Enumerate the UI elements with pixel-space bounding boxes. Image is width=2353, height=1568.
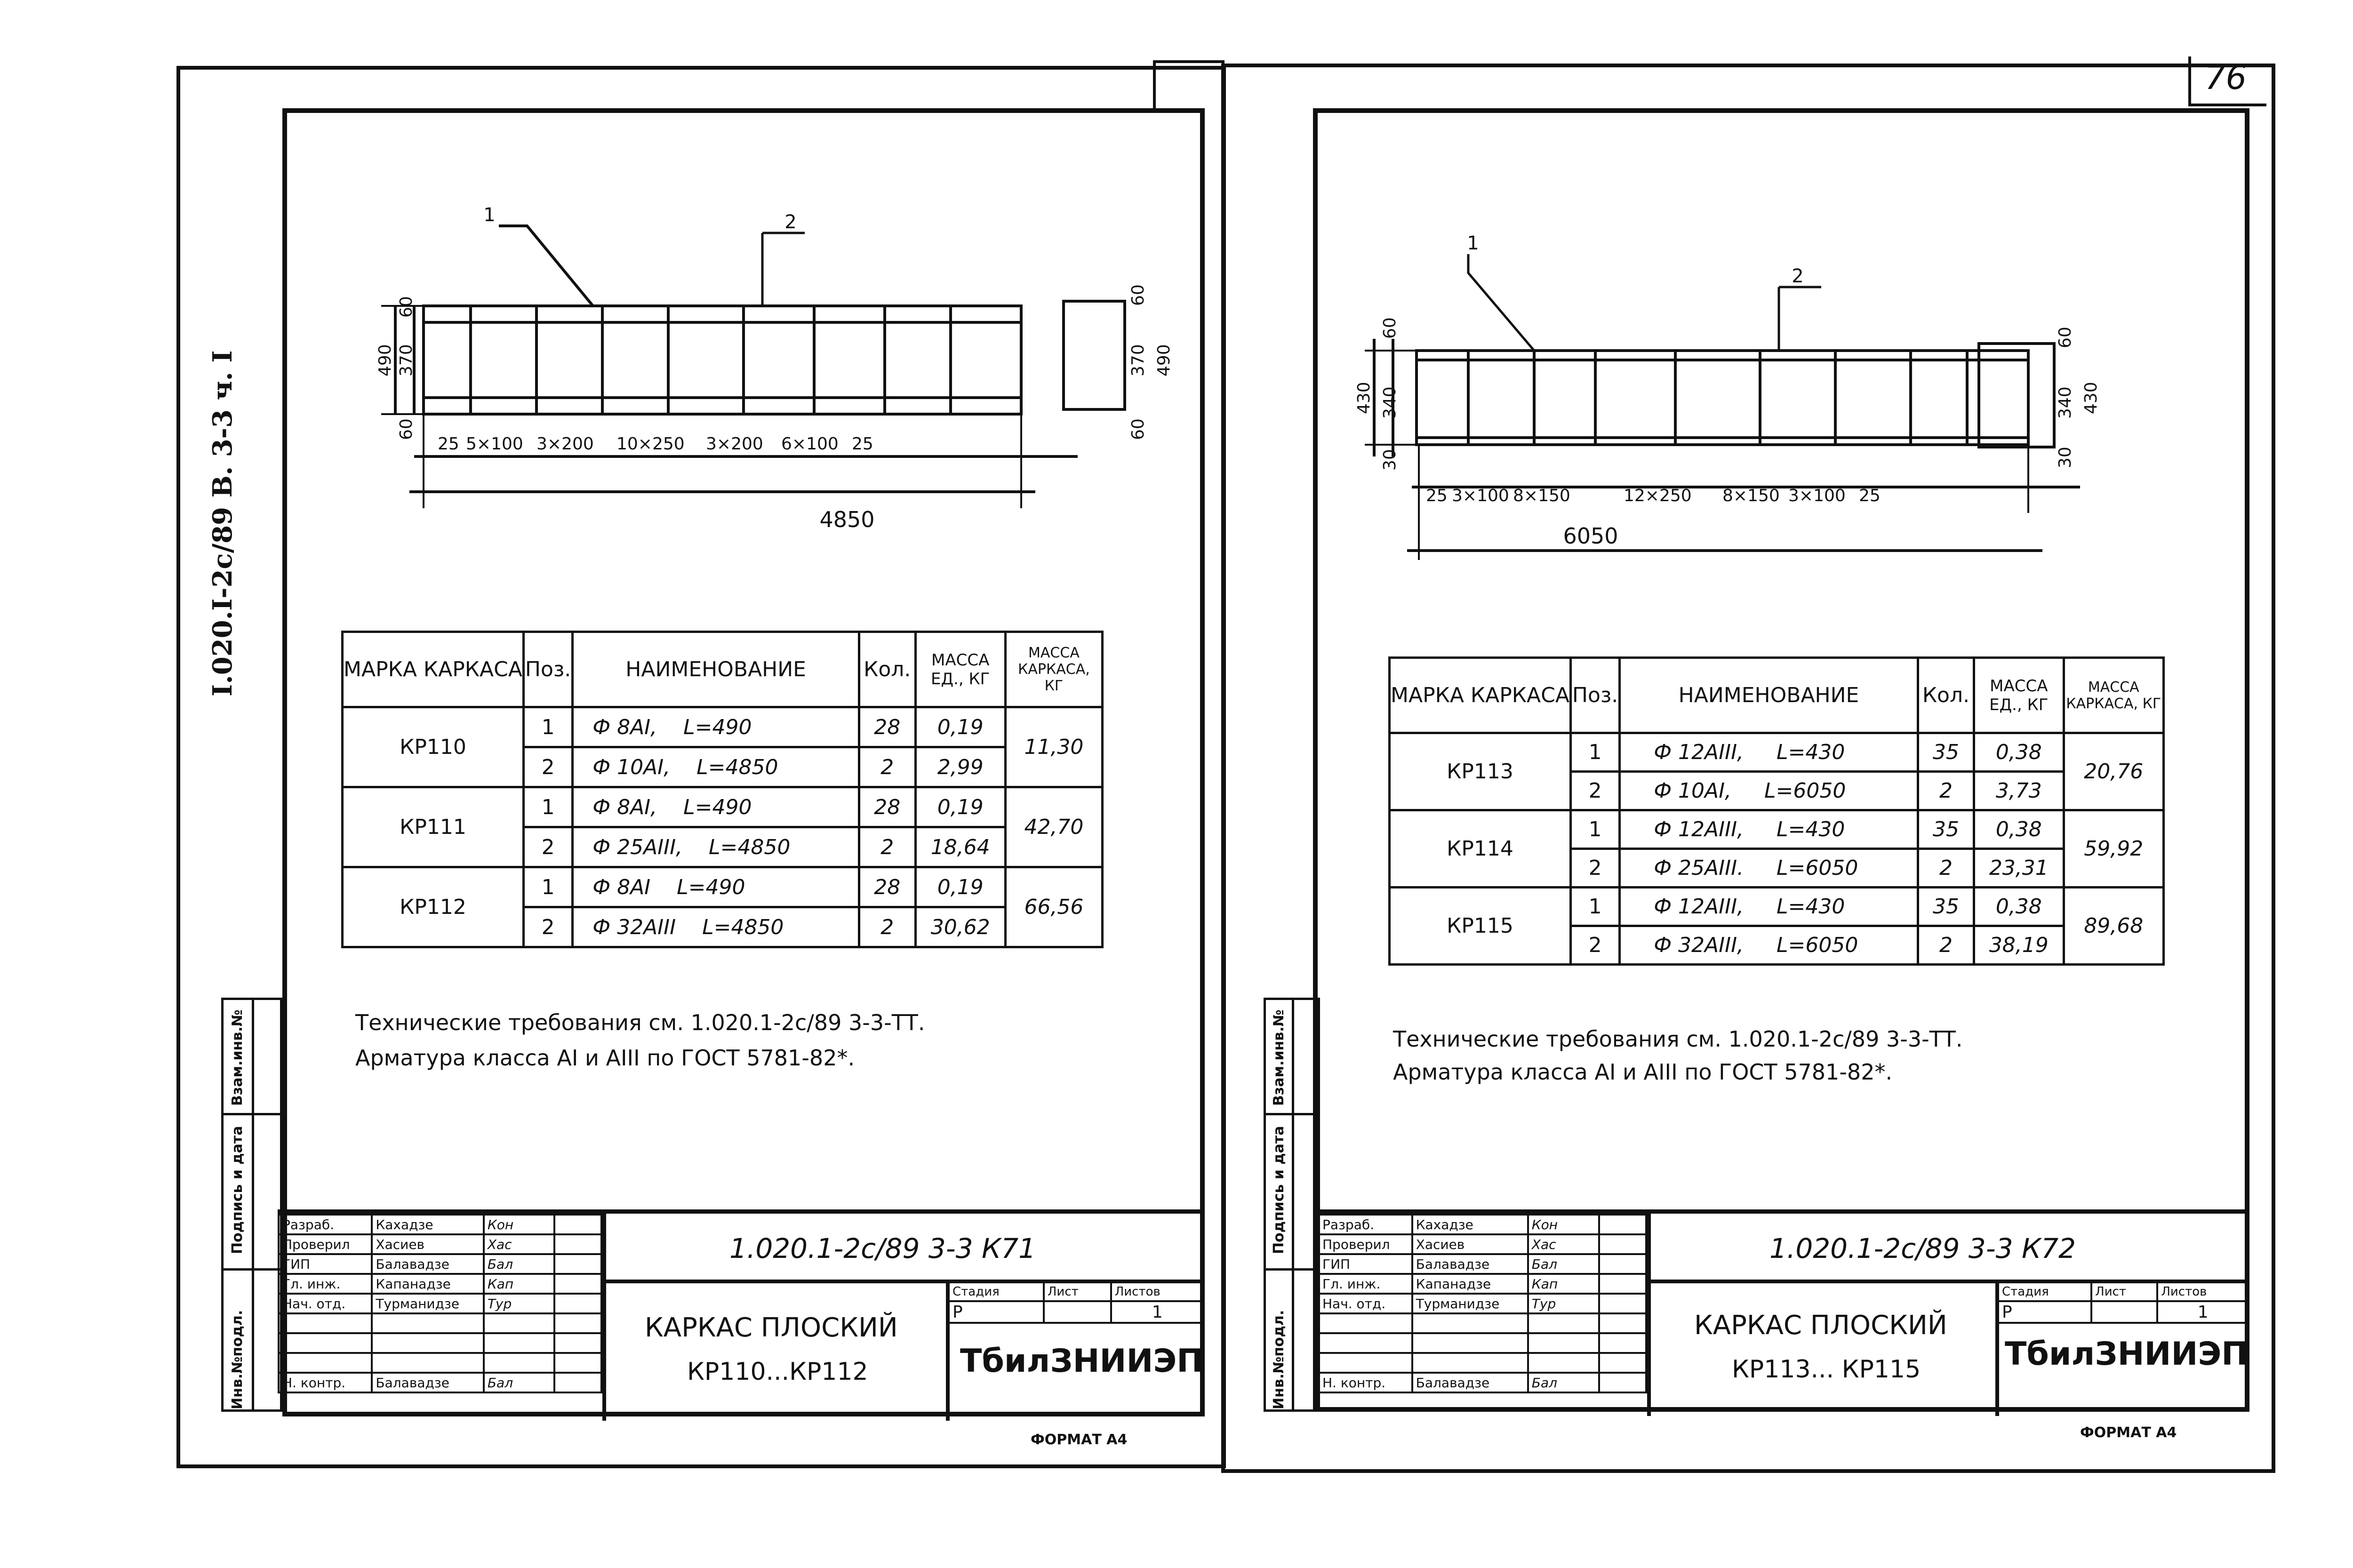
left-title-2: КР110...КР112 [687, 1358, 868, 1386]
sheets-header: Листов [2157, 1282, 2249, 1301]
left-stamp-sign: Подпись и дата [229, 1126, 246, 1254]
table-cell: 1 [523, 787, 572, 827]
left-th-total: МАССА КАРКАСА, КГ [1005, 632, 1102, 707]
left-mark-0: КР110 [343, 707, 524, 787]
table-cell: Ф 10АI, L=6050 [1620, 772, 1918, 810]
right-mark-1: КР114 [1390, 810, 1571, 888]
right-stamp-replace: Взам.инв.№ [1271, 1009, 1287, 1106]
table-cell: 0,38 [1974, 733, 2064, 772]
table-cell: 2 [523, 907, 572, 947]
right-org: ТбилЗНИИЭП [2005, 1336, 2249, 1373]
staff-name: Балавадзе [1412, 1373, 1528, 1392]
right-callout-2: 2 [1792, 265, 1804, 287]
right-spacing-6: 25 [1859, 486, 1881, 505]
right-total-1: 59,92 [2064, 810, 2163, 888]
left-frame-drawing [329, 188, 1176, 546]
left-spacing-3: 10×250 [616, 434, 685, 454]
right-total-0: 20,76 [2064, 733, 2163, 810]
table-cell: 18,64 [915, 827, 1005, 867]
staff-role: Проверил [279, 1234, 372, 1254]
table-cell: Ф 32АIII, L=6050 [1620, 926, 1918, 965]
right-stamp-inv: Инв.№подл. [1271, 1310, 1287, 1409]
right-th-qty: Кол. [1918, 658, 1974, 733]
left-sec-bot: 60 [1128, 418, 1148, 440]
right-staff-table [1318, 1214, 1647, 1393]
left-th-qty: Кол. [859, 632, 915, 707]
staff-signature: Хас [484, 1234, 555, 1254]
staff-signature: Бал [484, 1254, 555, 1274]
left-callout-1: 1 [483, 204, 496, 226]
staff-role: Проверил [1319, 1234, 1412, 1254]
right-h-total: 430 [1354, 382, 1374, 414]
table-cell: 0,19 [915, 867, 1005, 907]
left-org: ТбилЗНИИЭП [960, 1343, 1204, 1380]
stage-value: Р [1998, 1301, 2091, 1323]
table-cell: 0,19 [915, 787, 1005, 827]
top-small-box [1153, 60, 1225, 110]
left-title-block [278, 1209, 1205, 1421]
staff-role: Нач. отд. [279, 1294, 372, 1313]
left-h-top: 60 [397, 296, 416, 318]
right-note-1: Технические требования см. 1.020.1-2с/89 3-3-ТТ. [1393, 1026, 1963, 1052]
staff-role: Нач. отд. [1319, 1294, 1412, 1313]
table-cell: Ф 10АI, L=4850 [573, 747, 859, 787]
table-cell: Ф 12АIII, L=430 [1620, 733, 1918, 772]
left-th-pos: Поз. [523, 632, 572, 707]
table-cell: 0,38 [1974, 810, 2064, 849]
table-cell: 2 [1918, 772, 1974, 810]
staff-name: Балавадзе [1412, 1254, 1528, 1274]
left-staff-table [278, 1214, 602, 1393]
left-spacing-4: 3×200 [706, 434, 763, 454]
staff-name: Кахадзе [372, 1215, 483, 1234]
right-title-block [1318, 1209, 2249, 1416]
staff-role: Разраб. [1319, 1215, 1412, 1234]
staff-name: Кахадзе [1412, 1215, 1528, 1234]
left-doc-code: 1.020.1-2с/89 3-3 К71 [729, 1232, 1036, 1264]
table-cell: Ф 12АIII, L=430 [1620, 888, 1918, 926]
left-total-2: 66,56 [1005, 867, 1102, 947]
left-h-total: 490 [376, 344, 395, 376]
left-note-1: Технические требования см. 1.020.1-2с/89 3-3-ТТ. [355, 1010, 925, 1035]
stage-header: Стадия [949, 1282, 1044, 1301]
left-th-name: НАИМЕНОВАНИЕ [573, 632, 859, 707]
right-h-bot: 30 [1380, 449, 1400, 471]
staff-name: Капанадзе [1412, 1274, 1528, 1294]
sheets-value: 1 [1111, 1301, 1204, 1323]
table-cell: Ф 25АIII, L=4850 [573, 827, 859, 867]
left-spacing-1: 5×100 [466, 434, 523, 454]
table-cell: 0,38 [1974, 888, 2064, 926]
table-cell: Ф 8АI L=490 [573, 867, 859, 907]
table-cell: 2 [523, 827, 572, 867]
staff-name: Балавадзе [372, 1254, 483, 1274]
left-side-code: I.020.I-2c/89 В. 3-3 ч. I [207, 350, 238, 696]
left-mark-2: КР112 [343, 867, 524, 947]
staff-signature: Тур [1528, 1294, 1599, 1313]
sheet-header: Лист [1044, 1282, 1111, 1301]
right-spacing-2: 8×150 [1513, 486, 1570, 505]
right-title-1: КАРКАС ПЛОСКИЙ [1694, 1310, 1947, 1341]
table-cell: Ф 25АIII. L=6050 [1620, 849, 1918, 888]
staff-name: Турманидзе [372, 1294, 483, 1313]
left-sec-mid: 370 [1128, 344, 1148, 376]
right-sec-bot: 30 [2056, 447, 2075, 468]
staff-signature: Кон [484, 1215, 555, 1234]
right-th-mass: МАССА ЕД., КГ [1974, 658, 2064, 733]
stage-header: Стадия [1998, 1282, 2091, 1301]
table-cell: 2 [859, 827, 915, 867]
table-cell: 35 [1918, 810, 1974, 849]
staff-signature: Кап [1528, 1274, 1599, 1294]
page-number: 76 [2205, 58, 2247, 97]
table-cell: 1 [1570, 810, 1619, 849]
table-cell: 2 [1570, 849, 1619, 888]
left-h-bot: 60 [397, 418, 416, 440]
left-spacing-6: 25 [852, 434, 873, 454]
right-spacing-1: 3×100 [1452, 486, 1509, 505]
left-format: ФОРМАТ А4 [1031, 1432, 1128, 1448]
right-stage-table [1997, 1281, 2249, 1324]
stage-value: Р [949, 1301, 1044, 1323]
staff-signature: Кап [484, 1274, 555, 1294]
left-total-1: 42,70 [1005, 787, 1102, 867]
table-cell: 2 [1918, 926, 1974, 965]
right-stamp-sign: Подпись и дата [1271, 1126, 1287, 1254]
right-th-pos: Поз. [1570, 658, 1619, 733]
right-sec-total: 430 [2081, 382, 2101, 414]
staff-name: Хасиев [1412, 1234, 1528, 1254]
table-cell: Ф 8АI, L=490 [573, 787, 859, 827]
left-note-2: Арматура класса АI и АIII по ГОСТ 5781-82*. [355, 1045, 855, 1071]
left-total-0: 11,30 [1005, 707, 1102, 787]
staff-role: Н. контр. [1319, 1373, 1412, 1392]
table-cell: Ф 32АIII L=4850 [573, 907, 859, 947]
right-th-mark: МАРКА КАРКАСА [1390, 658, 1571, 733]
table-cell: 1 [1570, 733, 1619, 772]
left-side-stamp [221, 998, 282, 1412]
table-cell: 0,19 [915, 707, 1005, 747]
left-stamp-replace: Взам.инв.№ [229, 1009, 246, 1106]
right-callout-1: 1 [1467, 232, 1479, 254]
staff-name: Хасиев [372, 1234, 483, 1254]
right-h-top: 60 [1380, 317, 1400, 339]
staff-role: Гл. инж. [279, 1274, 372, 1294]
right-th-total: МАССА КАРКАСА, КГ [2064, 658, 2163, 733]
table-cell: 1 [1570, 888, 1619, 926]
staff-role: Разраб. [279, 1215, 372, 1234]
left-th-mark: МАРКА КАРКАСА [343, 632, 524, 707]
staff-signature: Бал [1528, 1254, 1599, 1274]
staff-role: Гл. инж. [1319, 1274, 1412, 1294]
table-cell: Ф 12АIII, L=430 [1620, 810, 1918, 849]
right-title-2: КР113... КР115 [1732, 1355, 1921, 1384]
left-stage-table [948, 1281, 1205, 1324]
right-side-stamp [1264, 998, 1320, 1412]
right-h-mid: 340 [1380, 386, 1400, 419]
sheets-value: 1 [2157, 1301, 2249, 1323]
staff-role: ГИП [279, 1254, 372, 1274]
table-cell: 35 [1918, 888, 1974, 926]
table-cell: 2 [859, 747, 915, 787]
left-spacing-0: 25 [438, 434, 459, 454]
staff-signature: Хас [1528, 1234, 1599, 1254]
table-cell: 2 [1570, 926, 1619, 965]
staff-signature: Кон [1528, 1215, 1599, 1234]
left-stamp-inv: Инв.№подл. [229, 1310, 246, 1409]
left-sec-total: 490 [1154, 344, 1174, 376]
right-doc-code: 1.020.1-2с/89 3-3 К72 [1769, 1232, 2076, 1264]
right-frame-drawing [1346, 231, 2193, 579]
sheets-header: Листов [1111, 1282, 1204, 1301]
table-cell: 3,73 [1974, 772, 2064, 810]
table-cell: Ф 8АI, L=490 [573, 707, 859, 747]
right-note-2: Арматура класса АI и АIII по ГОСТ 5781-82*. [1393, 1059, 1893, 1085]
left-mark-1: КР111 [343, 787, 524, 867]
sheet-header: Лист [2091, 1282, 2157, 1301]
left-spacing-2: 3×200 [536, 434, 594, 454]
right-sec-top: 60 [2056, 327, 2075, 348]
right-spacing-4: 8×150 [1722, 486, 1780, 505]
right-th-name: НАИМЕНОВАНИЕ [1620, 658, 1918, 733]
staff-signature: Бал [484, 1373, 555, 1392]
right-mark-0: КР113 [1390, 733, 1571, 810]
table-cell: 35 [1918, 733, 1974, 772]
table-cell: 2 [859, 907, 915, 947]
staff-name: Турманидзе [1412, 1294, 1528, 1313]
staff-signature: Бал [1528, 1373, 1599, 1392]
right-spec-table [1388, 656, 2165, 966]
left-spec-table [341, 631, 1104, 948]
left-h-mid: 370 [397, 344, 416, 376]
right-length: 6050 [1563, 523, 1618, 549]
staff-role: Н. контр. [279, 1373, 372, 1392]
right-sec-mid: 340 [2056, 386, 2075, 419]
table-cell: 28 [859, 867, 915, 907]
table-cell: 1 [523, 867, 572, 907]
staff-role: ГИП [1319, 1254, 1412, 1274]
right-total-2: 89,68 [2064, 888, 2163, 965]
table-cell: 2 [1570, 772, 1619, 810]
table-cell: 28 [859, 787, 915, 827]
right-format: ФОРМАТ А4 [2080, 1424, 2177, 1441]
left-th-mass: МАССА ЕД., КГ [915, 632, 1005, 707]
left-title-1: КАРКАС ПЛОСКИЙ [645, 1312, 898, 1343]
right-spacing-3: 12×250 [1624, 486, 1692, 505]
table-cell: 2 [1918, 849, 1974, 888]
left-length: 4850 [819, 507, 875, 532]
table-cell: 1 [523, 707, 572, 747]
staff-name: Капанадзе [372, 1274, 483, 1294]
table-cell: 30,62 [915, 907, 1005, 947]
table-cell: 28 [859, 707, 915, 747]
left-callout-2: 2 [784, 211, 797, 233]
table-cell: 2,99 [915, 747, 1005, 787]
right-mark-2: КР115 [1390, 888, 1571, 965]
staff-signature: Тур [484, 1294, 555, 1313]
right-spacing-0: 25 [1426, 486, 1448, 505]
table-cell: 23,31 [1974, 849, 2064, 888]
table-cell: 38,19 [1974, 926, 2064, 965]
left-sec-top: 60 [1128, 284, 1148, 306]
staff-name: Балавадзе [372, 1373, 483, 1392]
table-cell: 2 [523, 747, 572, 787]
right-spacing-5: 3×100 [1788, 486, 1846, 505]
left-spacing-5: 6×100 [781, 434, 839, 454]
